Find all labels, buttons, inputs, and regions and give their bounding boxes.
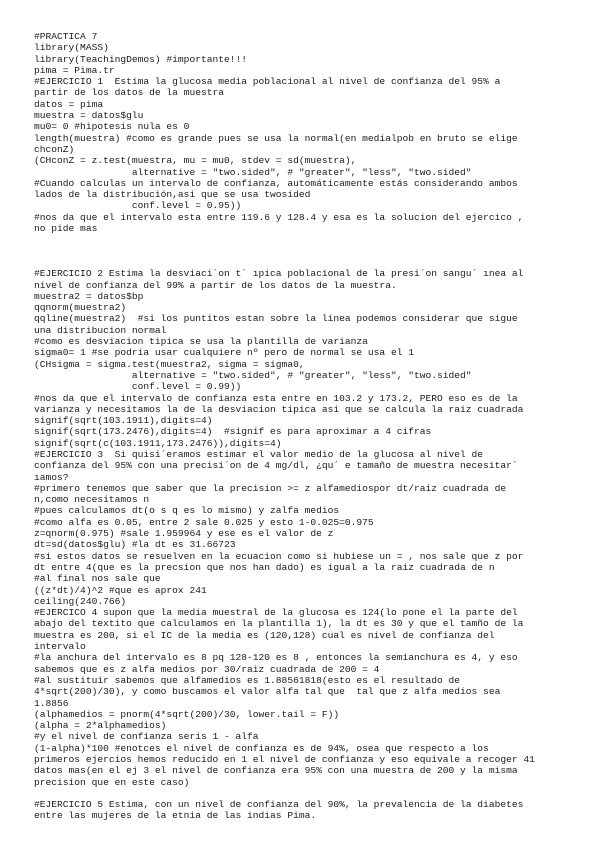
code-line: precision que en este caso) [34,776,190,788]
comment-line: #al final nos sale que [34,573,161,585]
comment-line: #EJERCICIO 3 Si quisi´eramos estimar el valor medio de la glucosa al nivel de [34,448,484,460]
comment-line: #y el nivel de confianza seris 1 - alfa [34,731,259,743]
code-line: n,como necesitamos n [34,494,150,506]
comment-line: #EJERCICIO 1 Estima la glucosa media poblacional al nivel de confianza del 95% a [34,76,501,88]
blank-line [34,246,570,257]
code-line: dt=sd(datos$glu) #la dt es 31.66723 [34,539,236,551]
code-line: nivel de confianza del 99% a partir de los datos de la muestra. [34,279,397,291]
comment-line: #EJERCICO 4 supon que la media muestral de la glucosa es 124(lo pone el la parte del [34,607,518,619]
code-line: alternative = "two.sided", # "greater", "less", "two.sided" [34,166,472,178]
comment-line: #como es desviacion tipica se usa la plantilla de varianza [34,336,368,348]
code-line: sigma0= 1 #se podria usar cualquiere nº pero de normal se usa el 1 [34,347,414,359]
code-line: muestra es 200, si el IC de la media es (120,128) cual es nivel de confianza del [34,629,495,641]
code-line: (CHconZ = z.test(muestra, mu = mu0, stdev = sd(muestra), [34,155,357,167]
code-line: library(TeachingDemos) #importante!!! [34,53,248,65]
blank-line [34,234,570,245]
code-line: signif(sqrt(c(103.1911,173.2476)),digits=4) [34,437,282,449]
code-line: conf.level = 0.95)) [34,200,242,212]
code-line: confianza del 95% con una precisi´on de 4 mg/dl, ¿qu´ e tamaño de muestra necesitar´ [34,460,518,472]
comment-line: #como alfa es 0.05, entre 2 sale 0.025 y esto 1-0.025=0.975 [34,516,374,528]
code-line: muestra2 = datos$bp [34,290,144,302]
code-line: ceiling(240.766) [34,595,127,607]
comment-line: #nos da que el intervalo esta entre 119.6 y 128.4 y esa es la solucion del ejercico , [34,211,524,223]
code-line: signif(sqrt(173.2476),digits=4) #signif es para aproximar a 4 cifras [34,426,432,438]
code-line: varianza y necesitamos la de la desviacion tipica asi que se calcula la raiz cuadrada [34,403,524,415]
code-line: signif(sqrt(103.1911),digits=4) [34,415,213,427]
comment-line: #Cuando calculas un intervalo de confianza, automáticamente estás considerando ambos [34,177,518,189]
code-line: lados de la distribución,asi que se usa twosided [34,189,311,201]
code-line: no pide mas [34,223,98,235]
code-line: una distribucion normal [34,324,167,336]
comment-line: #primero tenemos que saber que la precision >= z alfamediospor dt/raiz cuadrada de [34,482,507,494]
comment-line: #pues calculamos dt(o s q es lo mismo) y zalfa medios [34,505,340,517]
code-line: qqline(muestra2) #si los puntitos estan sobre la linea podemos considerar que sigue [34,313,518,325]
code-line: z=qnorm(0.975) #sale 1.959964 y ese es el valor de z [34,528,334,540]
blank-line [34,788,570,799]
code-line: library(MASS) [34,42,109,54]
blank-line [34,257,570,268]
code-line: ıamos? [34,471,69,483]
code-line: datos mas(en el ej 3 el nivel de confianza era 95% con una muestra de 200 y la misma [34,765,518,777]
comment-line: #la anchura del intervalo es 8 pq 128-120 es 8 , entonces la semianchura es 4, y eso [34,652,518,664]
code-line: primeros ejercios hemos reducido en 1 el nivel de confianza y eso equivale a recoger 41 [34,754,535,765]
comment-line: #si estos datos se resuelven en la ecuacion como si hubiese un = , nos sale que z por [34,550,524,562]
comment-line: #EJERCICIO 5 Estima, con un nivel de confianza del 90%, la prevalencia de la diabetes [34,799,524,811]
code-line: datos = pima [34,98,104,110]
code-line: (alpha = 2*alphamedios) [34,720,167,732]
code-line: mu0= 0 #hipotesis nula es 0 [34,121,190,133]
comment-line: #PRACTICA 7 [34,31,98,42]
code-line: intervalo [34,641,86,653]
code-line: (CHsigma = sigma.test(muestra2, sigma = sigma0, [34,358,305,370]
code-line: (alphamedios = pnorm(4*sqrt(200)/30, lower.tail = F)) [34,708,340,720]
code-line: 1.8856 [34,697,69,709]
code-line: (1-alpha)*100 #enotces el nivel de confianza es de 94%, osea que respecto a los [34,742,489,754]
code-line: entre las mujeres de la etnia de las indias Pima. [34,810,317,822]
code-line: muestra = datos$glu [34,110,144,122]
code-line: ((z*dt)/4)^2 #que es aprox 241 [34,584,207,596]
code-line: qqnorm(muestra2) [34,302,127,314]
comment-line: #nos da que el intervalo de confianza esta entre en 103.2 y 173.2, PERO eso es de la [34,392,518,404]
code-line: chconZ) [34,143,75,155]
code-line: 4*sqrt(200)/30), y como buscamos el valor alfa tal que tal que z alfa medios sea [34,686,501,698]
code-line: partir de los datos de la muestra [34,87,224,99]
code-line: conf.level = 0.99)) [34,381,242,393]
code-line: abajo del textito que calculamos en la plantilla 1), la dt es 30 y que el tamño de la [34,618,524,630]
comment-line: #EJERCICIO 2 Estima la desviaci´on t´ ıpica poblacional de la presi´on sangu´ ınea al [34,268,524,280]
code-line: pima = Pima.tr [34,64,115,76]
r-script-text [34,31,570,822]
code-line: sabemos que es z alfa medios por 30/raiz cuadrada de 200 = 4 [34,663,380,675]
code-line: length(muestra) #como es grande pues se usa la normal(en medialpob en bruto se elige [34,132,518,144]
code-line: dt entre 4(que es la precsion que nos han dado) es igual a la raiz cuadrada de n [34,561,495,573]
comment-line: #al sustituir sabemos que alfamedios es 1.88561818(esto es el resultado de [34,674,461,686]
code-line: alternative = "two.sided", # "greater", "less", "two.sided" [34,369,472,381]
